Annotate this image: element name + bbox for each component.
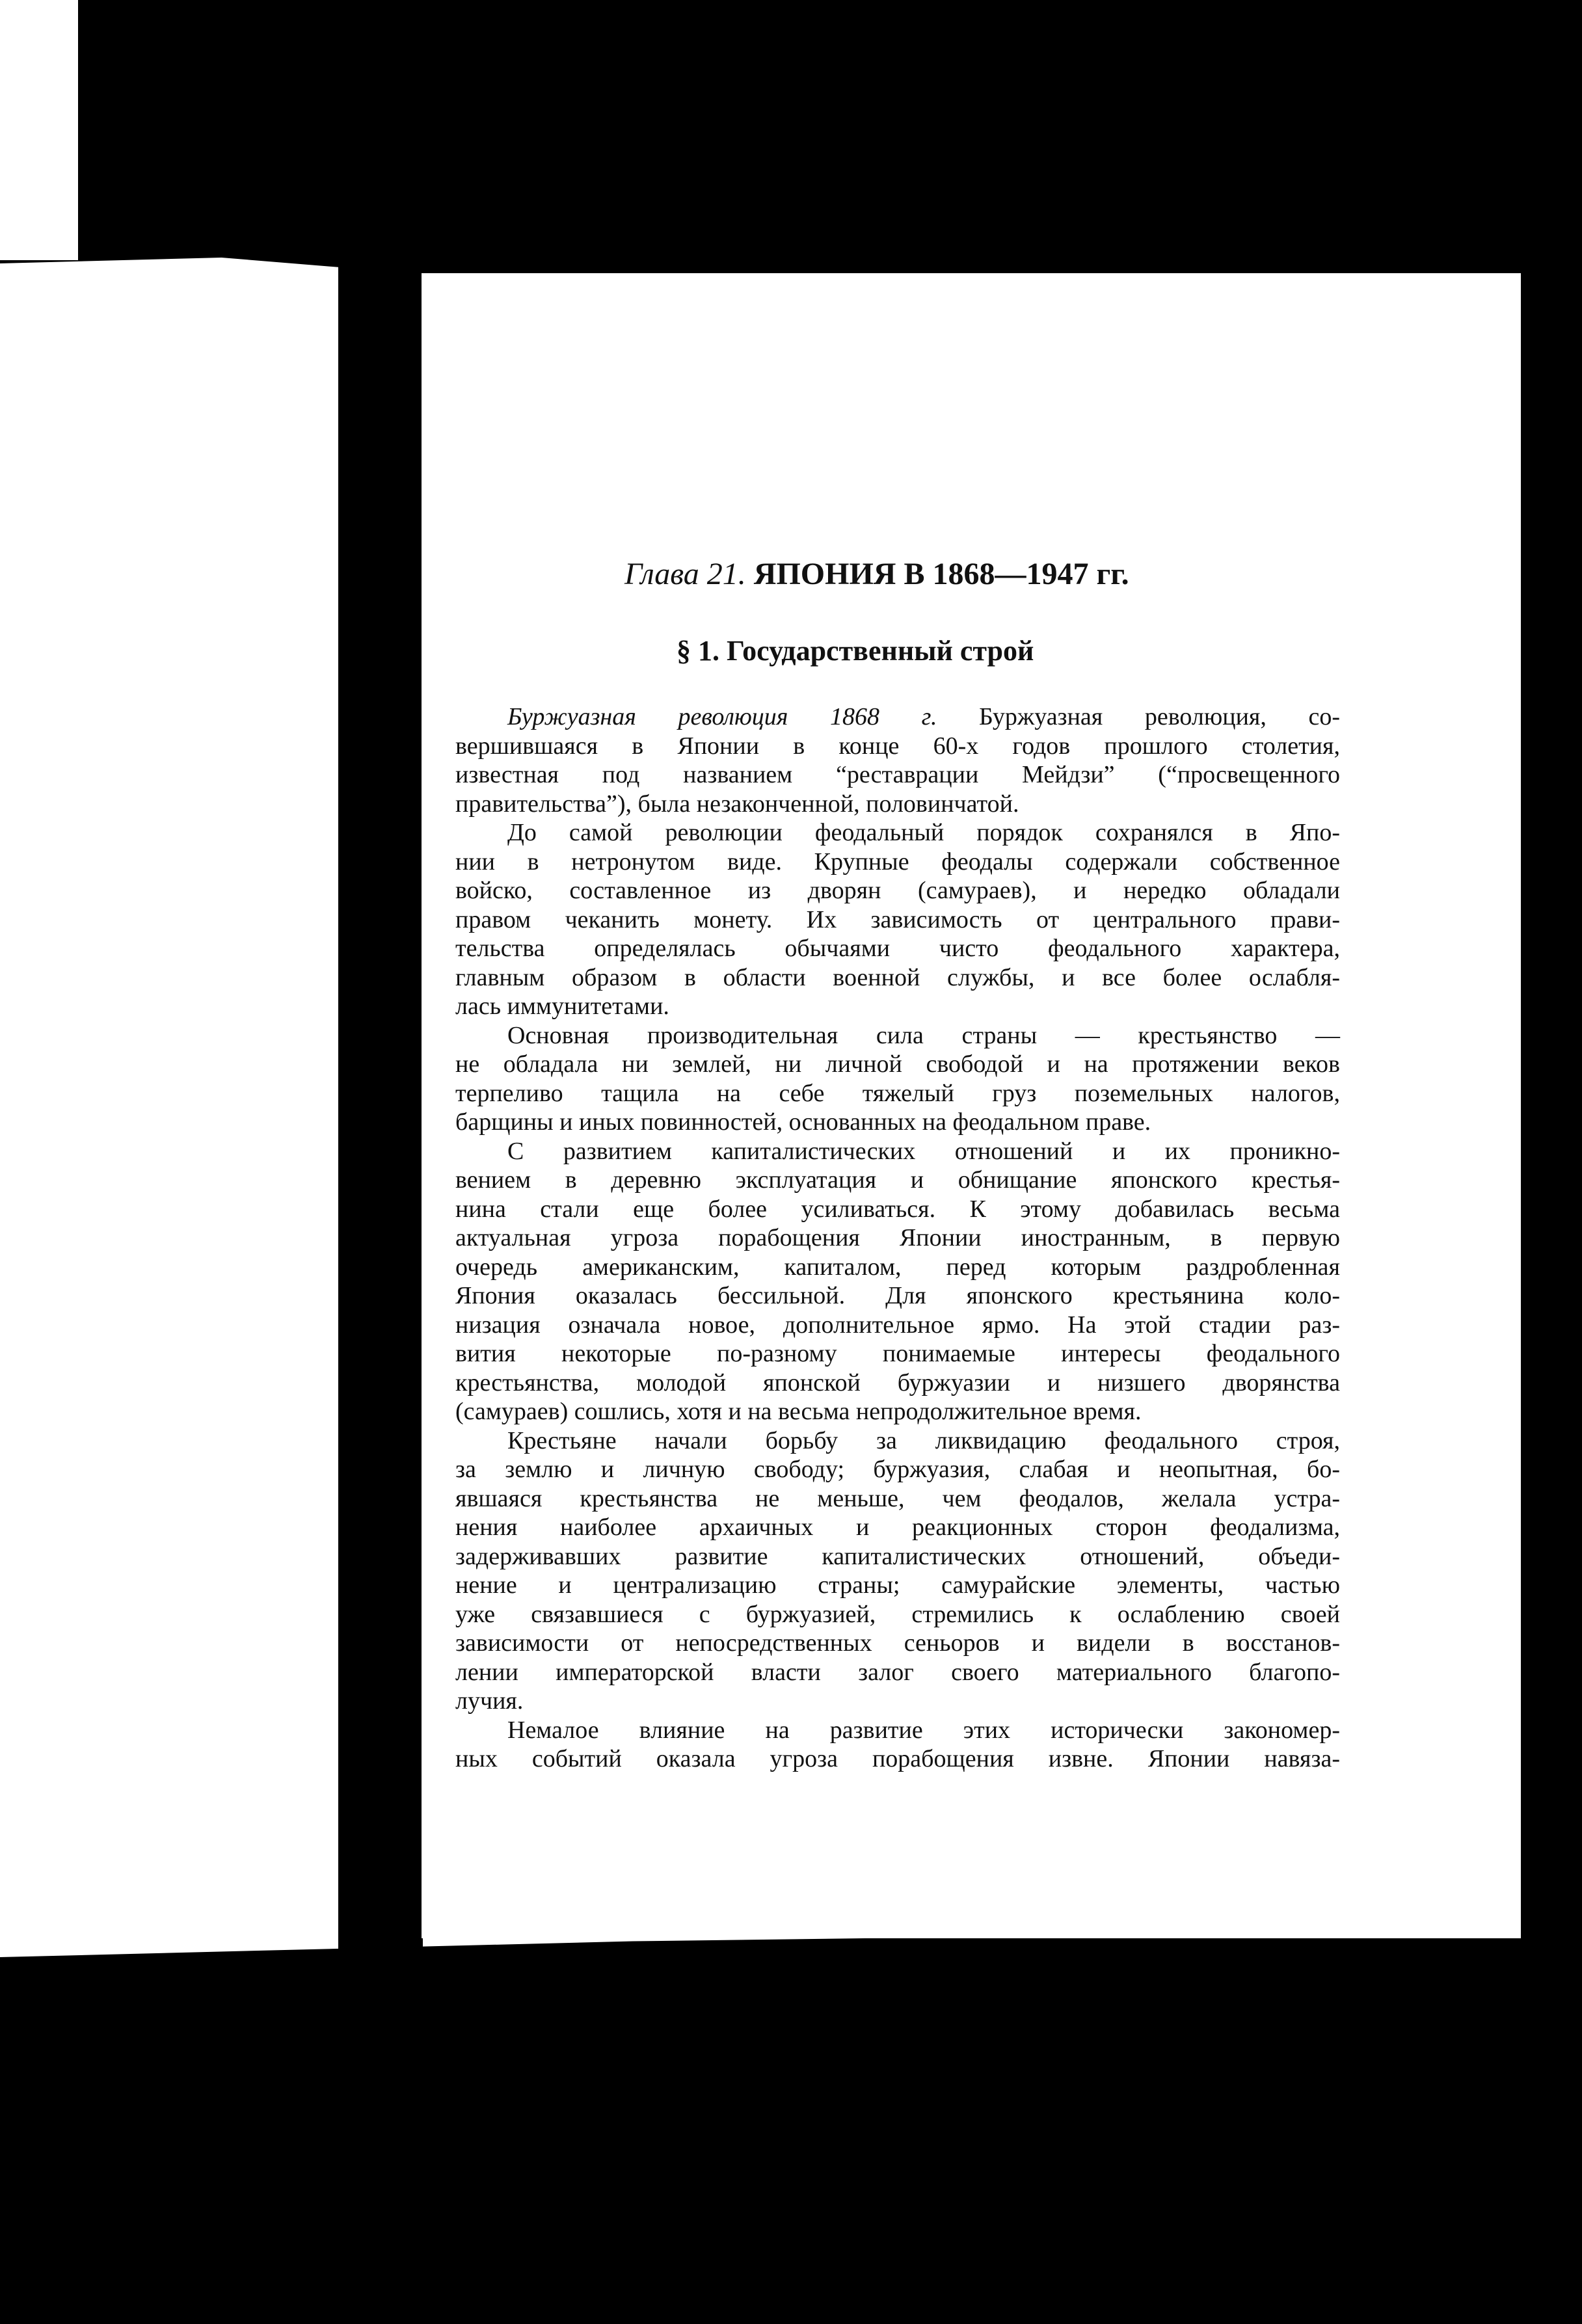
text-line: Буржуазная революция 1868 г. Буржуазная революция, со- xyxy=(507,703,1340,730)
text-line: актуальная угроза порабощения Японии иностранным, в первую xyxy=(455,1224,1340,1251)
text-line: барщины и иных повинностей, основанных на феодальном праве. xyxy=(455,1108,1151,1136)
text-line: низация означала новое, дополнительное ярмо. На этой стадии раз- xyxy=(455,1311,1340,1339)
text-line: очередь американским, капиталом, перед которым раздробленная xyxy=(455,1253,1340,1281)
text-line: правительства”), была незаконченной, половинчатой. xyxy=(455,790,1019,818)
text-line: До самой революции феодальный порядок сохранялся в Япо- xyxy=(507,819,1340,846)
text-line: уже связавшиеся с буржуазией, стремились к ослаблению своей xyxy=(455,1600,1340,1628)
body-text xyxy=(455,702,1340,1774)
runin-heading: Буржуазная революция 1868 г. xyxy=(507,703,937,730)
text-line: вития некоторые по-разному понимаемые интересы феодального xyxy=(455,1340,1340,1367)
text-line: зависимости от непосредственных сеньоров и видели в восстанов- xyxy=(455,1629,1340,1657)
text-line: явшаяся крестьянства не меньше, чем феодалов, желала устра- xyxy=(455,1484,1340,1512)
text-line: Основная производительная сила страны — крестьянство — xyxy=(507,1021,1340,1049)
text-line: известная под названием “реставрации Мейдзи” (“просвещенного xyxy=(455,761,1340,788)
text-line: Крестьяне начали борьбу за ликвидацию феодального строя, xyxy=(507,1426,1340,1454)
text-line: тельства определялась обычаями чисто феодального характера, xyxy=(455,935,1340,962)
text-line: нина стали еще более усиливаться. К этому добавилась весьма xyxy=(455,1195,1340,1223)
chapter-main-title: ЯПОНИЯ В 1868—1947 гг. xyxy=(753,557,1129,591)
scan-margin-top-left xyxy=(0,0,78,260)
text-line: терпеливо тащила на себе тяжелый груз поземельных налогов, xyxy=(455,1079,1340,1107)
text-line: войско, составленное из дворян (самураев), и нередко обладали xyxy=(455,877,1340,904)
text-line: главным образом в области военной службы, и все более ослабля- xyxy=(455,963,1340,991)
text-line: не обладала ни землей, ни личной свободой и на протяжении веков xyxy=(455,1050,1340,1078)
section-title: § 1. Государственный строй xyxy=(677,635,1034,667)
text-line: за землю и личную свободу; буржуазия, слабая и неопытная, бо- xyxy=(455,1456,1340,1483)
text-line: лении императорской власти залог своего материального благопо- xyxy=(455,1658,1340,1686)
text-line: крестьянства, молодой японской буржуазии и низшего дворянства xyxy=(455,1369,1340,1396)
text-line: Немалое влияние на развитие этих исторически закономер- xyxy=(507,1716,1340,1744)
chapter-label: Глава 21. xyxy=(624,557,746,591)
text-line: нения наиболее архаичных и реакционных сторон феодализма, xyxy=(455,1514,1340,1541)
chapter-title xyxy=(624,556,1129,592)
text-line: нии в нетронутом виде. Крупные феодалы содержали собственное xyxy=(455,848,1340,875)
text-line: Япония оказалась бессильной. Для японского крестьянина коло- xyxy=(455,1282,1340,1309)
text-line: лась иммунитетами. xyxy=(455,993,669,1020)
scan-border-left xyxy=(338,260,423,1964)
text-line: правом чеканить монету. Их зависимость от центрального прави- xyxy=(455,905,1340,933)
scan-border-top xyxy=(0,0,1582,293)
text-line: лучия. xyxy=(455,1687,524,1715)
text-line: вением в деревню эксплуатация и обнищание японского крестья- xyxy=(455,1166,1340,1194)
text-line: задерживавших развитие капиталистических отношений, объеди- xyxy=(455,1542,1340,1570)
text-line: вершившаяся в Японии в конце 60-х годов прошлого столетия, xyxy=(455,732,1340,760)
text-line: ных событий оказала угроза порабощения извне. Японии навяза- xyxy=(455,1745,1340,1772)
scan-border-bottom-right xyxy=(1464,1951,1582,2324)
text-line: С развитием капиталистических отношений и их проникно- xyxy=(507,1137,1340,1165)
text-line: (самураев) сошлись, хотя и на весьма непродолжительное время. xyxy=(455,1398,1142,1425)
scan-border-bottom xyxy=(0,1925,1582,2324)
scan-border-right xyxy=(1516,195,1582,1964)
text-line: нение и централизацию страны; самурайские элементы, частью xyxy=(455,1571,1340,1599)
